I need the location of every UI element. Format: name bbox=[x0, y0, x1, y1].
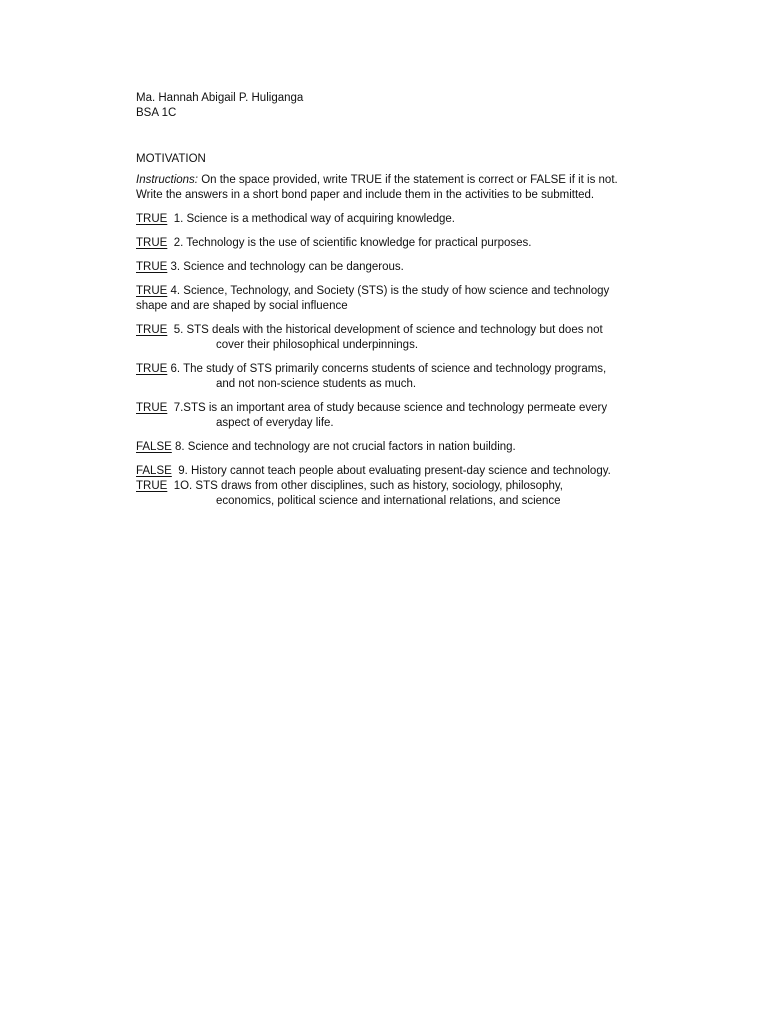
document-page bbox=[136, 91, 696, 509]
item-6 bbox=[136, 362, 696, 392]
item-7 bbox=[136, 401, 696, 431]
item-8 bbox=[136, 440, 696, 455]
item-9 bbox=[136, 464, 696, 479]
item-1 bbox=[136, 212, 696, 227]
statement-6-cont: and not non-science students as much. bbox=[216, 378, 417, 390]
instructions-label: Instructions: bbox=[136, 174, 198, 186]
answer-5: TRUE bbox=[136, 324, 168, 336]
instructions bbox=[136, 173, 696, 203]
answer-9: FALSE bbox=[136, 465, 172, 477]
instructions-text-2: Write the answers in a short bond paper and include them in the activities to be submitted. bbox=[136, 189, 595, 201]
instructions-text-1: On the space provided, write TRUE if the statement is correct or FALSE if it is not. bbox=[198, 174, 618, 186]
answer-1: TRUE bbox=[136, 213, 168, 225]
item-2 bbox=[136, 236, 696, 251]
answer-2: TRUE bbox=[136, 237, 168, 249]
statement-10-cont: economics, political science and international relations, and science bbox=[216, 495, 561, 507]
student-header bbox=[136, 91, 696, 121]
section-title: MOTIVATION bbox=[136, 153, 206, 165]
statement-7-cont: aspect of everyday life. bbox=[216, 417, 334, 429]
statement-7: 7.STS is an important area of study because science and technology permeate every bbox=[167, 402, 608, 414]
statement-10: 1O. STS draws from other disciplines, such as history, sociology, philosophy, bbox=[167, 480, 563, 492]
statement-4-cont: shape and are shaped by social influence bbox=[136, 300, 348, 312]
answer-4: TRUE bbox=[136, 285, 168, 297]
item-3 bbox=[136, 260, 696, 275]
answer-6: TRUE bbox=[136, 363, 168, 375]
statement-5-cont: cover their philosophical underpinnings. bbox=[216, 339, 419, 351]
statement-6: 6. The study of STS primarily concerns students of science and technology programs, bbox=[167, 363, 607, 375]
answer-8: FALSE bbox=[136, 441, 172, 453]
statement-3: 3. Science and technology can be dangerous. bbox=[167, 261, 404, 273]
statement-8: 8. Science and technology are not crucial factors in nation building. bbox=[171, 441, 516, 453]
answer-7: TRUE bbox=[136, 402, 168, 414]
statement-9: 9. History cannot teach people about evaluating present-day science and technology. bbox=[171, 465, 611, 477]
item-5 bbox=[136, 323, 696, 353]
student-name: Ma. Hannah Abigail P. Huliganga bbox=[136, 92, 304, 104]
item-4 bbox=[136, 284, 696, 314]
statement-1: 1. Science is a methodical way of acquiring knowledge. bbox=[167, 213, 455, 225]
answer-3: TRUE bbox=[136, 261, 168, 273]
answer-10: TRUE bbox=[136, 480, 168, 492]
statement-4: 4. Science, Technology, and Society (STS) is the study of how science and technology bbox=[167, 285, 610, 297]
statement-5: 5. STS deals with the historical development of science and technology but does not bbox=[167, 324, 603, 336]
student-section: BSA 1C bbox=[136, 107, 177, 119]
statement-2: 2. Technology is the use of scientific knowledge for practical purposes. bbox=[167, 237, 532, 249]
item-10 bbox=[136, 479, 696, 509]
